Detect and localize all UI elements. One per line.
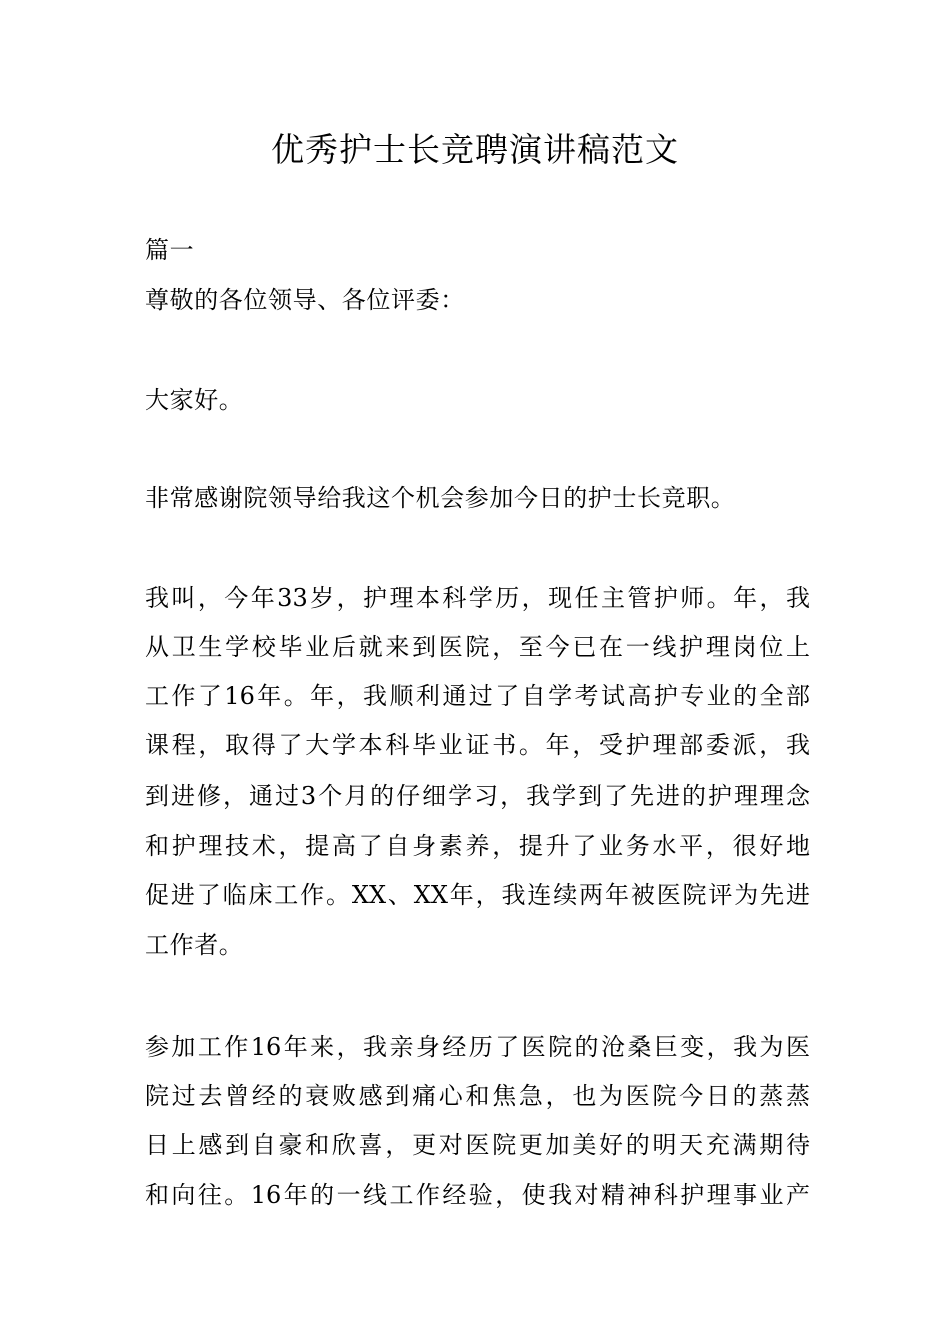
section-label: 篇一	[145, 236, 195, 264]
paragraph-3-line: 院过去曾经的衰败感到痛心和焦急，也为医院今日的蒸蒸	[145, 1082, 810, 1110]
paragraph-2-line: 到进修，通过3个月的仔细学习，我学到了先进的护理理念	[145, 782, 810, 810]
paragraph-2-line: 促进了临床工作。XX、XX年，我连续两年被医院评为先进	[145, 881, 810, 909]
paragraph-1: 非常感谢院领导给我这个机会参加今日的护士长竞职。	[145, 484, 736, 512]
paragraph-2-line: 课程，取得了大学本科毕业证书。年，受护理部委派，我	[145, 731, 810, 759]
paragraph-3-line: 和向往。16年的一线工作经验，使我对精神科护理事业产	[145, 1181, 810, 1209]
salutation: 尊敬的各位领导、各位评委：	[145, 286, 465, 314]
document-title: 优秀护士长竞聘演讲稿范文	[271, 130, 679, 169]
paragraph-2-line: 工作了16年。年，我顺利通过了自学考试高护专业的全部	[145, 682, 810, 710]
paragraph-2-line: 和护理技术，提高了自身素养，提升了业务水平，很好地	[145, 832, 810, 860]
greeting: 大家好。	[145, 386, 244, 414]
paragraph-2-line: 从卫生学校毕业后就来到医院，至今已在一线护理岗位上	[145, 633, 810, 661]
paragraph-3-line: 参加工作16年来，我亲身经历了医院的沧桑巨变，我为医	[145, 1033, 810, 1061]
paragraph-3-line: 日上感到自豪和欣喜，更对医院更加美好的明天充满期待	[145, 1131, 810, 1159]
paragraph-2-line: 工作者。	[145, 931, 244, 959]
paragraph-2-line: 我叫，今年33岁，护理本科学历，现任主管护师。年，我	[145, 584, 810, 612]
